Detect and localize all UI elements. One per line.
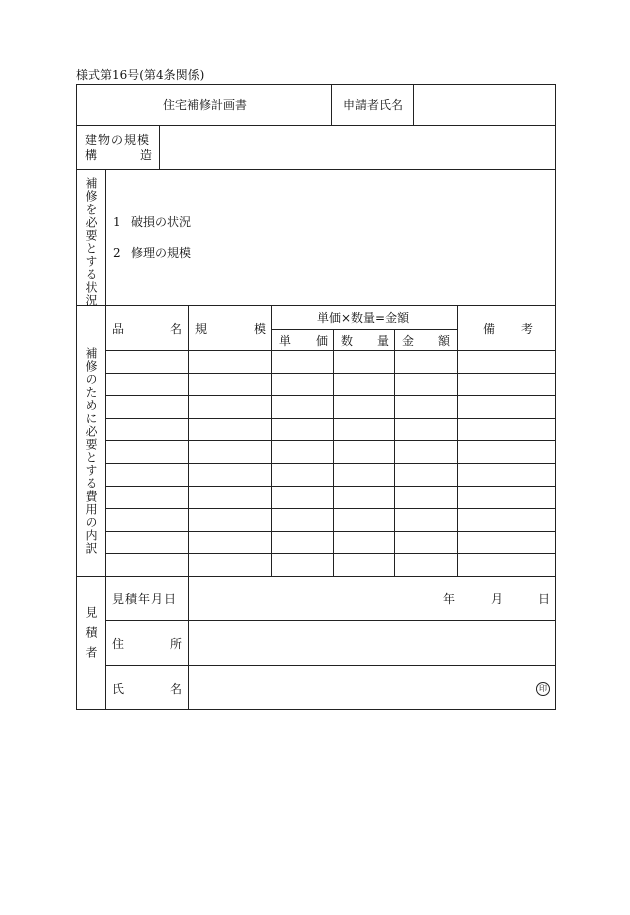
divider-building xyxy=(77,169,555,170)
cost-row-divider xyxy=(105,463,555,464)
name-label-a: 氏 xyxy=(112,682,125,696)
cost-cell-item[interactable] xyxy=(108,399,185,416)
cost-cell-item[interactable] xyxy=(108,377,185,394)
cost-row-divider xyxy=(105,531,555,532)
damage-status-label: 破損の状況 xyxy=(131,215,192,229)
divider-repair-needed xyxy=(77,305,555,306)
cost-row-divider xyxy=(105,440,555,441)
cost-cell-quantity[interactable] xyxy=(336,490,391,507)
cost-cell-unit-price[interactable] xyxy=(274,490,330,507)
cost-cell-scale[interactable] xyxy=(191,490,268,507)
cost-cell-scale[interactable] xyxy=(191,354,268,371)
cost-cell-scale[interactable] xyxy=(191,377,268,394)
seal-mark: 印 xyxy=(536,682,550,696)
col-amount-header-b: 額 xyxy=(438,334,451,348)
cost-cell-scale[interactable] xyxy=(191,467,268,484)
cost-cell-quantity[interactable] xyxy=(336,354,391,371)
cost-cell-amount[interactable] xyxy=(397,490,454,507)
repair-plan-form xyxy=(76,84,556,710)
cost-cell-remarks[interactable] xyxy=(460,422,552,439)
divider-title-vertical-2 xyxy=(413,85,414,125)
cost-cell-amount[interactable] xyxy=(397,467,454,484)
cost-cell-unit-price[interactable] xyxy=(274,535,330,552)
col-unit-price-header-a: 単 xyxy=(279,334,292,348)
col-quantity-header-a: 数 xyxy=(341,334,354,348)
cost-cell-item[interactable] xyxy=(108,467,185,484)
cost-cell-remarks[interactable] xyxy=(460,557,552,574)
cost-cell-scale[interactable] xyxy=(191,512,268,529)
building-scale-label: 建物の規模 xyxy=(85,133,151,147)
divider-estimator-label xyxy=(105,576,106,710)
cost-cell-item[interactable] xyxy=(108,354,185,371)
divider-repair-label xyxy=(105,169,106,305)
col-scale-header-a: 規 xyxy=(195,322,208,336)
col-unit-price-header-b: 価 xyxy=(316,334,329,348)
cost-cell-unit-price[interactable] xyxy=(274,444,330,461)
cost-cell-item[interactable] xyxy=(108,535,185,552)
cost-cell-remarks[interactable] xyxy=(460,535,552,552)
col-divider-4 xyxy=(394,329,395,576)
cost-cell-amount[interactable] xyxy=(397,444,454,461)
cost-cell-amount[interactable] xyxy=(397,557,454,574)
cost-cell-quantity[interactable] xyxy=(336,399,391,416)
divider-date xyxy=(105,620,555,621)
cost-cell-amount[interactable] xyxy=(397,377,454,394)
cost-cell-item[interactable] xyxy=(108,512,185,529)
divider-title-vertical-1 xyxy=(331,85,332,125)
cost-breakdown-label: 補修のために必要とする費用の内訳 xyxy=(84,347,98,555)
cost-row-divider xyxy=(105,553,555,554)
date-day-label: 日 xyxy=(538,592,551,606)
estimator-label: 見積者 xyxy=(84,606,98,666)
cost-cell-amount[interactable] xyxy=(397,399,454,416)
cost-cell-unit-price[interactable] xyxy=(274,512,330,529)
cost-cell-item[interactable] xyxy=(108,444,185,461)
cost-cell-unit-price[interactable] xyxy=(274,467,330,484)
estimate-date-label: 見積年月日 xyxy=(112,592,178,606)
cost-cell-remarks[interactable] xyxy=(460,354,552,371)
cost-cell-quantity[interactable] xyxy=(336,512,391,529)
cost-cell-scale[interactable] xyxy=(191,535,268,552)
structure-label-a: 構 xyxy=(85,148,98,162)
structure-label-b: 造 xyxy=(140,148,153,162)
cost-cell-amount[interactable] xyxy=(397,422,454,439)
form-number-label: 様式第16号(第4条関係) xyxy=(76,68,205,82)
cost-row-divider xyxy=(105,486,555,487)
cost-cell-unit-price[interactable] xyxy=(274,354,330,371)
cost-cell-remarks[interactable] xyxy=(460,399,552,416)
repair-scale-label: 修理の規模 xyxy=(131,246,192,260)
cost-cell-amount[interactable] xyxy=(397,535,454,552)
item-1-number: 1 xyxy=(113,215,121,229)
cost-cell-item[interactable] xyxy=(108,557,185,574)
col-amount-header-a: 金 xyxy=(402,334,415,348)
divider-title xyxy=(77,125,555,126)
cost-cell-remarks[interactable] xyxy=(460,490,552,507)
col-item-header-a: 品 xyxy=(112,322,125,336)
repair-needed-label: 補修を必要とする状況 xyxy=(84,177,98,307)
cost-cell-remarks[interactable] xyxy=(460,512,552,529)
cost-row-divider xyxy=(105,395,555,396)
cost-cell-quantity[interactable] xyxy=(336,535,391,552)
cost-cell-unit-price[interactable] xyxy=(274,557,330,574)
divider-address xyxy=(105,665,555,666)
col-item-header-b: 名 xyxy=(170,322,183,336)
cost-cell-amount[interactable] xyxy=(397,354,454,371)
date-year-label: 年 xyxy=(443,592,456,606)
cost-row-divider xyxy=(105,508,555,509)
cost-cell-quantity[interactable] xyxy=(336,444,391,461)
date-month-label: 月 xyxy=(491,592,504,606)
cost-cell-quantity[interactable] xyxy=(336,557,391,574)
divider-cost xyxy=(77,576,555,577)
divider-estimator-vertical xyxy=(188,576,189,710)
cost-cell-unit-price[interactable] xyxy=(274,377,330,394)
cost-cell-scale[interactable] xyxy=(191,444,268,461)
address-label-a: 住 xyxy=(112,637,125,651)
cost-cell-scale[interactable] xyxy=(191,557,268,574)
name-label-b: 名 xyxy=(170,682,183,696)
col-quantity-header-b: 量 xyxy=(377,334,390,348)
col-remarks-header-b: 考 xyxy=(521,322,534,336)
form-title: 住宅補修計画書 xyxy=(163,98,248,112)
cost-cell-remarks[interactable] xyxy=(460,467,552,484)
cost-cell-quantity[interactable] xyxy=(336,377,391,394)
cost-row-divider xyxy=(105,418,555,419)
address-label-b: 所 xyxy=(170,637,183,651)
col-scale-header-b: 模 xyxy=(254,322,267,336)
applicant-label: 申請者氏名 xyxy=(343,98,404,112)
col-remarks-header-a: 備 xyxy=(483,322,496,336)
cost-cell-unit-price[interactable] xyxy=(274,399,330,416)
cost-cell-remarks[interactable] xyxy=(460,377,552,394)
item-2-number: 2 xyxy=(113,246,121,260)
divider-building-vertical xyxy=(159,125,160,169)
cost-cell-quantity[interactable] xyxy=(336,422,391,439)
cost-cell-amount[interactable] xyxy=(397,512,454,529)
cost-cell-quantity[interactable] xyxy=(336,467,391,484)
cost-cell-remarks[interactable] xyxy=(460,444,552,461)
cost-cell-item[interactable] xyxy=(108,490,185,507)
header-divider xyxy=(105,350,555,351)
cost-cell-scale[interactable] xyxy=(191,422,268,439)
col-divider-3 xyxy=(333,329,334,576)
cost-row-divider xyxy=(105,373,555,374)
cost-cell-unit-price[interactable] xyxy=(274,422,330,439)
cost-cell-item[interactable] xyxy=(108,422,185,439)
cost-cell-scale[interactable] xyxy=(191,399,268,416)
formula-divider xyxy=(271,329,457,330)
col-formula-header: 単価×数量=金額 xyxy=(317,311,410,325)
